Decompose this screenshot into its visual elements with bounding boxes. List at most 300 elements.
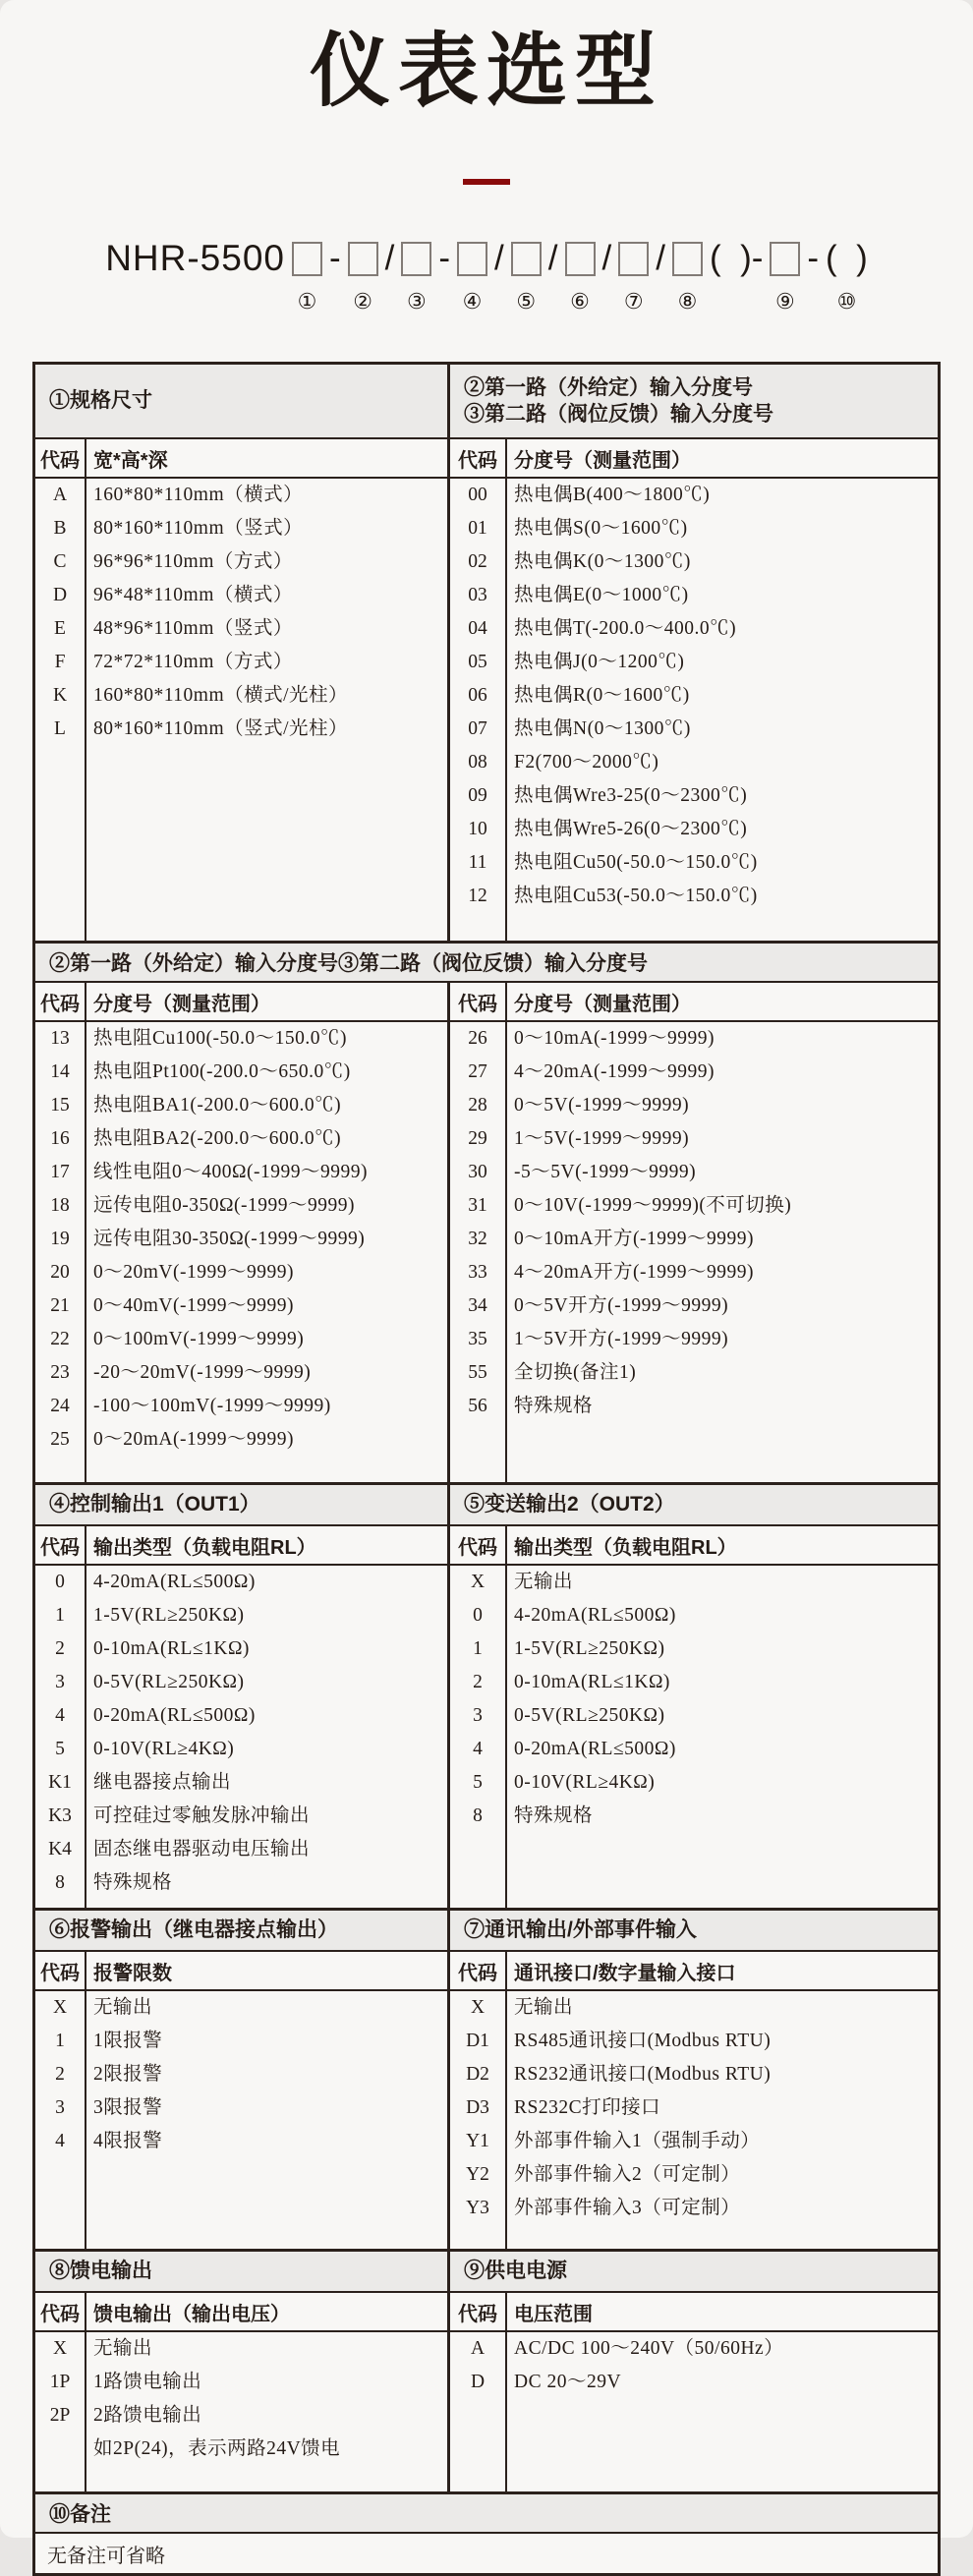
section3-left-pane [35, 1526, 447, 1908]
table-row [450, 579, 938, 612]
row-code: 0 [473, 1605, 483, 1627]
row-desc: 96*96*110mm（方式） [93, 551, 293, 573]
row-desc: 160*80*110mm（横式/光柱） [93, 685, 349, 707]
row-desc: 外部事件输入1（强制手动） [514, 2131, 761, 2152]
row-desc: 热电偶E(0～1000℃) [514, 585, 689, 606]
table-row [35, 1766, 447, 1800]
desc-column-header: 报警限数 [93, 1962, 172, 1984]
row-desc: 外部事件输入2（可定制） [514, 2164, 741, 2186]
row-desc: 48*96*110mm（竖式） [93, 618, 293, 640]
row-list [450, 2332, 938, 2491]
row-code: 35 [468, 1329, 487, 1350]
row-code: 3 [473, 1705, 483, 1727]
section4-right-pane [447, 1952, 938, 2249]
table-row [450, 813, 938, 846]
row-desc: 0～10V(-1999～9999)(不可切换) [514, 1195, 792, 1217]
table-row [450, 679, 938, 713]
model-prefix: NHR-5500 [105, 238, 285, 279]
row-code: 24 [50, 1396, 70, 1417]
code-column-header: 代码 [458, 2303, 497, 2325]
row-code: 29 [468, 1128, 487, 1150]
table-row [35, 1666, 447, 1699]
row-list [450, 479, 938, 941]
table-row [450, 1666, 938, 1699]
row-desc: 1～5V开方(-1999～9999) [514, 1329, 729, 1350]
row-code: 4 [55, 1705, 65, 1727]
section-title: ①规格尺寸 [49, 389, 152, 413]
section5-right-header [447, 2252, 938, 2291]
row-desc: 0-10mA(RL≤1KΩ) [93, 1638, 250, 1660]
section2-right-pane [447, 983, 938, 1482]
table-row [450, 1390, 938, 1423]
row-desc: DC 20～29V [514, 2372, 622, 2393]
row-desc: 1-5V(RL≥250KΩ) [93, 1605, 245, 1627]
row-desc: 0～5V(-1999～9999) [514, 1095, 690, 1116]
model-position-number: ⑥ [570, 289, 590, 315]
row-desc: 0-10V(RL≥4KΩ) [514, 1772, 656, 1794]
row-desc: 特殊规格 [514, 1805, 594, 1827]
table-row [450, 1733, 938, 1766]
table-row [450, 1599, 938, 1632]
row-desc: 0～40mV(-1999～9999) [93, 1295, 294, 1317]
row-list [450, 1022, 938, 1482]
row-code: 8 [55, 1872, 65, 1894]
model-position-number: ⑤ [516, 289, 537, 315]
section1-left-pane [35, 439, 447, 941]
section2-header: ②第一路（外给定）输入分度号③第二路（阀位反馈）输入分度号 [35, 944, 938, 983]
table-row [35, 679, 447, 713]
row-desc: 1限报警 [93, 2031, 163, 2052]
table-row [450, 1991, 938, 2025]
row-code: C [53, 551, 67, 573]
row-code: 13 [50, 1028, 70, 1050]
row-list [35, 1991, 447, 2249]
table-row [35, 479, 447, 512]
row-list [450, 1991, 938, 2249]
table-row [35, 1056, 447, 1089]
section-spec-and-input [35, 365, 938, 941]
blank-code-box [770, 242, 800, 276]
row-code: 23 [50, 1362, 70, 1384]
model-separator: - [807, 239, 820, 278]
section5-left-pane [35, 2293, 447, 2491]
row-code: 22 [50, 1329, 70, 1350]
row-code: 3 [55, 1672, 65, 1693]
section1-right-header [447, 365, 938, 437]
row-code: 08 [468, 752, 487, 773]
table-row [35, 2332, 447, 2366]
code-column-header: 代码 [458, 1962, 497, 1984]
row-desc: 1～5V(-1999～9999) [514, 1128, 690, 1150]
table-row [35, 2091, 447, 2125]
row-desc: F2(700～2000℃) [514, 752, 659, 773]
model-separator: / [656, 239, 665, 278]
model-separator: - [438, 239, 451, 278]
model-digit-box [511, 236, 542, 316]
table-row [450, 1289, 938, 1323]
table-row [450, 2192, 938, 2225]
section4-left-header [35, 1911, 447, 1950]
row-code: 32 [468, 1229, 487, 1250]
row-code: L [54, 718, 66, 740]
section2-left-pane [35, 983, 447, 1482]
row-desc: 0-5V(RL≥250KΩ) [93, 1672, 245, 1693]
row-list [35, 1566, 447, 1908]
section3-right-header [447, 1485, 938, 1524]
row-code: K4 [48, 1839, 72, 1860]
table-row [35, 612, 447, 646]
table-row [35, 1122, 447, 1156]
row-code: D3 [466, 2097, 489, 2119]
row-desc: 1-5V(RL≥250KΩ) [514, 1638, 665, 1660]
row-code: 10 [468, 819, 487, 840]
desc-column-header: 分度号（测量范围） [93, 993, 270, 1015]
table-row [450, 479, 938, 512]
table-row [450, 846, 938, 880]
row-desc: 0～10mA开方(-1999～9999) [514, 1229, 754, 1250]
table-row [35, 2058, 447, 2091]
table-row [450, 713, 938, 746]
desc-column-header: 输出类型（负载电阻RL） [514, 1536, 737, 1559]
table-row [35, 1599, 447, 1632]
row-code: 07 [468, 718, 487, 740]
table-row [35, 1733, 447, 1766]
blank-code-box [401, 242, 431, 276]
row-code: D2 [466, 2064, 489, 2086]
table-row [35, 1022, 447, 1056]
row-list [35, 479, 447, 941]
row-desc: 0～10mA(-1999～9999) [514, 1028, 715, 1050]
row-desc: 远传电阻0-350Ω(-1999～9999) [93, 1195, 355, 1217]
table-row [35, 646, 447, 679]
row-desc: 全切换(备注1) [514, 1362, 637, 1384]
model-digit-box [292, 236, 322, 316]
model-digit-box [401, 236, 431, 316]
row-code: 26 [468, 1028, 487, 1050]
row-code: 12 [468, 886, 487, 907]
table-row [35, 512, 447, 545]
row-desc: 0-5V(RL≥250KΩ) [514, 1705, 665, 1727]
table-row [450, 1022, 938, 1056]
model-position-number: ⑦ [623, 289, 644, 315]
table-row [35, 1800, 447, 1833]
table-row [450, 1800, 938, 1833]
row-desc: 4～20mA开方(-1999～9999) [514, 1262, 754, 1284]
blank-code-box [292, 242, 322, 276]
table-row [35, 1223, 447, 1256]
model-digit-box [457, 236, 487, 316]
table-row [450, 2158, 938, 2192]
row-code: 0 [55, 1572, 65, 1593]
code-column-header: 代码 [458, 1536, 497, 1559]
table-row [450, 1223, 938, 1256]
section4-left-pane [35, 1952, 447, 2249]
row-desc: -5～5V(-1999～9999) [514, 1162, 697, 1183]
row-code: D [470, 2372, 486, 2393]
row-desc: 72*72*110mm（方式） [93, 652, 293, 673]
row-code: 2 [55, 2064, 65, 2086]
table-row [35, 1256, 447, 1289]
table-row [450, 1356, 938, 1390]
row-code: X [470, 1997, 486, 2019]
row-desc: 热电偶T(-200.0～400.0℃) [514, 618, 737, 640]
row-code: 5 [55, 1739, 65, 1760]
table-row [35, 1632, 447, 1666]
row-desc: 热电阻BA2(-200.0～600.0℃) [93, 1128, 342, 1150]
model-position-number: ⑨ [775, 289, 795, 315]
row-desc: 远传电阻30-350Ω(-1999～9999) [93, 1229, 366, 1250]
section5-right-pane [447, 2293, 938, 2491]
table-row [450, 2091, 938, 2125]
model-position-number: ② [353, 289, 372, 315]
model-separator: / [494, 239, 504, 278]
row-code: 11 [468, 852, 487, 874]
row-desc: 96*48*110mm（横式） [93, 585, 293, 606]
row-code: 06 [468, 685, 487, 707]
blank-code-box [348, 242, 378, 276]
row-code: A [52, 485, 68, 506]
model-separator: - [328, 239, 341, 278]
row-code: 28 [468, 1095, 487, 1116]
table-row [450, 1156, 938, 1189]
title-accent-dash [463, 179, 510, 185]
code-column-header: 代码 [458, 993, 497, 1015]
table-row [450, 1122, 938, 1156]
row-code: 02 [468, 551, 487, 573]
table-row [450, 1566, 938, 1599]
row-code: 5 [473, 1772, 483, 1794]
table-row [450, 545, 938, 579]
model-separator: / [601, 239, 612, 278]
row-desc: 热电偶S(0～1600℃) [514, 518, 688, 540]
row-desc: 继电器接点输出 [93, 1772, 232, 1794]
row-desc: 热电阻Cu53(-50.0～150.0℃) [514, 886, 758, 907]
row-code: 05 [468, 652, 487, 673]
row-list [35, 1022, 447, 1482]
table-row [450, 779, 938, 813]
row-list [35, 2332, 447, 2491]
row-desc: 4-20mA(RL≤500Ω) [514, 1605, 676, 1627]
row-code: X [52, 2338, 68, 2360]
model-separator: / [547, 239, 558, 278]
desc-column-header: 通讯接口/数字量输入接口 [514, 1962, 736, 1984]
section3-left-header [35, 1485, 447, 1524]
row-code: A [470, 2338, 486, 2360]
row-desc: 0～100mV(-1999～9999) [93, 1329, 305, 1350]
table-row [450, 612, 938, 646]
blank-code-box [618, 242, 649, 276]
row-desc: 热电偶R(0～1600℃) [514, 685, 690, 707]
table-row [450, 1056, 938, 1089]
row-code: 03 [468, 585, 487, 606]
row-code: 4 [55, 2131, 65, 2152]
row-desc: 如2P(24)，表示两路24V馈电 [93, 2438, 341, 2460]
model-digit-box [770, 236, 800, 316]
table-row [35, 713, 447, 746]
row-code: Y3 [466, 2198, 489, 2219]
section-title-line2: ③第二路（阀位反馈）输入分度号 [464, 403, 773, 427]
row-desc: 4限报警 [93, 2131, 163, 2152]
row-code: 55 [468, 1362, 487, 1384]
row-code: K3 [48, 1805, 72, 1827]
section-feed-power [35, 2249, 938, 2491]
table-row [35, 1390, 447, 1423]
row-code: 56 [468, 1396, 487, 1417]
row-desc: RS232C打印接口 [514, 2097, 661, 2119]
model-position-number: ⑩ [836, 289, 857, 315]
row-desc: RS485通讯接口(Modbus RTU) [514, 2031, 772, 2052]
blank-code-box [565, 242, 596, 276]
remark-note: 无备注可省略 [47, 2545, 165, 2567]
table-row [450, 2058, 938, 2091]
model-digit-box [672, 236, 703, 316]
row-desc: 0-20mA(RL≤500Ω) [93, 1705, 256, 1727]
model-separator: ( )- [709, 239, 764, 278]
section-input-division [35, 941, 938, 1482]
table-row [35, 1156, 447, 1189]
row-desc: 热电偶Wre5-26(0～2300℃) [514, 819, 748, 840]
desc-column-header: 分度号（测量范围） [514, 449, 691, 472]
table-row [35, 2399, 447, 2433]
row-desc: 外部事件输入3（可定制） [514, 2198, 741, 2219]
table-row [35, 1189, 447, 1223]
row-code: 30 [468, 1162, 487, 1183]
row-code: 1 [55, 2031, 65, 2052]
table-row [450, 746, 938, 779]
row-desc: 特殊规格 [514, 1396, 594, 1417]
section-title-line1: ②第一路（外给定）输入分度号 [464, 375, 753, 399]
section5-left-header [35, 2252, 447, 2291]
row-desc: 热电偶N(0～1300℃) [514, 718, 691, 740]
row-code: 20 [50, 1262, 70, 1284]
section-title: ⑤变送输出2（OUT2） [464, 1493, 675, 1517]
table-row [450, 2125, 938, 2158]
row-desc: RS232通讯接口(Modbus RTU) [514, 2064, 772, 2086]
table-row [35, 1833, 447, 1866]
desc-column-header: 电压范围 [514, 2303, 593, 2325]
row-code: 21 [50, 1295, 70, 1317]
row-code: 04 [468, 618, 487, 640]
row-code: 2 [55, 1638, 65, 1660]
section4-right-header [447, 1911, 938, 1950]
section-outputs [35, 1482, 938, 1908]
section-remarks [35, 2491, 938, 2573]
row-code: K1 [48, 1772, 72, 1794]
row-code: 18 [50, 1195, 70, 1217]
row-code: 15 [50, 1095, 70, 1116]
desc-column-header: 分度号（测量范围） [514, 993, 691, 1015]
model-code-line [0, 236, 973, 316]
section-title: ⑥报警输出（继电器接点输出） [49, 1918, 338, 1942]
row-code: E [54, 618, 66, 640]
table-row [450, 2366, 938, 2399]
table-row [450, 1256, 938, 1289]
blank-code-box [672, 242, 703, 276]
row-desc: 热电偶Wre3-25(0～2300℃) [514, 785, 748, 807]
row-desc: -20～20mV(-1999～9999) [93, 1362, 312, 1384]
model-digit-box [618, 236, 649, 316]
table-row [35, 2025, 447, 2058]
row-code: 2P [49, 2405, 71, 2427]
row-desc: 3限报警 [93, 2097, 163, 2119]
code-column-header: 代码 [40, 993, 80, 1015]
model-digit-box [348, 236, 378, 316]
row-code: 31 [468, 1195, 487, 1217]
row-code: Y2 [466, 2164, 489, 2186]
row-desc: 无输出 [514, 1997, 574, 2019]
row-desc: 0～20mV(-1999～9999) [93, 1262, 294, 1284]
row-desc: 160*80*110mm（横式） [93, 485, 304, 506]
row-desc: 特殊规格 [93, 1872, 173, 1894]
row-code: 17 [50, 1162, 70, 1183]
code-column-header: 代码 [40, 2303, 80, 2325]
row-desc: 0-20mA(RL≤500Ω) [514, 1739, 676, 1760]
row-desc: 4-20mA(RL≤500Ω) [93, 1572, 256, 1593]
table-row [450, 1699, 938, 1733]
row-code: 1 [55, 1605, 65, 1627]
section6-header: ⑩备注 [35, 2494, 938, 2534]
row-code: 25 [50, 1429, 70, 1451]
code-column-header: 代码 [40, 449, 80, 472]
model-separator: ( ) ⑩ [826, 236, 868, 316]
row-code: F [54, 652, 66, 673]
row-desc: 2路馈电输出 [93, 2405, 202, 2427]
table-row [35, 1323, 447, 1356]
row-desc: 0～5V开方(-1999～9999) [514, 1295, 729, 1317]
row-desc: 无输出 [93, 2338, 153, 2360]
model-position-number: ③ [407, 289, 427, 315]
table-row [35, 1423, 447, 1457]
table-row [35, 1289, 447, 1323]
row-desc: 无输出 [514, 1572, 574, 1593]
row-code: 8 [473, 1805, 483, 1827]
row-code: 00 [468, 485, 487, 506]
row-code: K [52, 685, 68, 707]
row-desc: 热电偶K(0～1300℃) [514, 551, 691, 573]
row-desc: 热电偶J(0～1200℃) [514, 652, 685, 673]
row-code: B [53, 518, 67, 540]
section-title: ④控制输出1（OUT1） [49, 1493, 260, 1517]
row-desc: 80*160*110mm（竖式/光柱） [93, 718, 349, 740]
row-code: 33 [468, 1262, 487, 1284]
model-position-number: ① [297, 289, 317, 315]
section-title: ⑧馈电输出 [49, 2260, 152, 2283]
row-code: D [52, 585, 68, 606]
table-row [450, 1766, 938, 1800]
table-row [35, 1699, 447, 1733]
table-row [35, 1566, 447, 1599]
table-row [35, 1866, 447, 1900]
blank-code-box [457, 242, 487, 276]
table-row [35, 2125, 447, 2158]
row-code: 19 [50, 1229, 70, 1250]
page-title: 仪表选型 [309, 27, 663, 116]
row-desc: 热电阻Cu100(-50.0～150.0℃) [93, 1028, 347, 1050]
row-desc: 80*160*110mm（竖式） [93, 518, 304, 540]
desc-column-header: 宽*高*深 [93, 449, 168, 472]
table-row [35, 579, 447, 612]
table-row [450, 1323, 938, 1356]
row-code: Y1 [466, 2131, 489, 2152]
row-code: D1 [466, 2031, 489, 2052]
section3-right-pane [447, 1526, 938, 1908]
row-code: 16 [50, 1128, 70, 1150]
row-code: X [52, 1997, 68, 2019]
row-code: 34 [468, 1295, 487, 1317]
code-column-header: 代码 [458, 449, 497, 472]
model-digit-box [565, 236, 596, 316]
model-position-number: ⑧ [677, 289, 698, 315]
